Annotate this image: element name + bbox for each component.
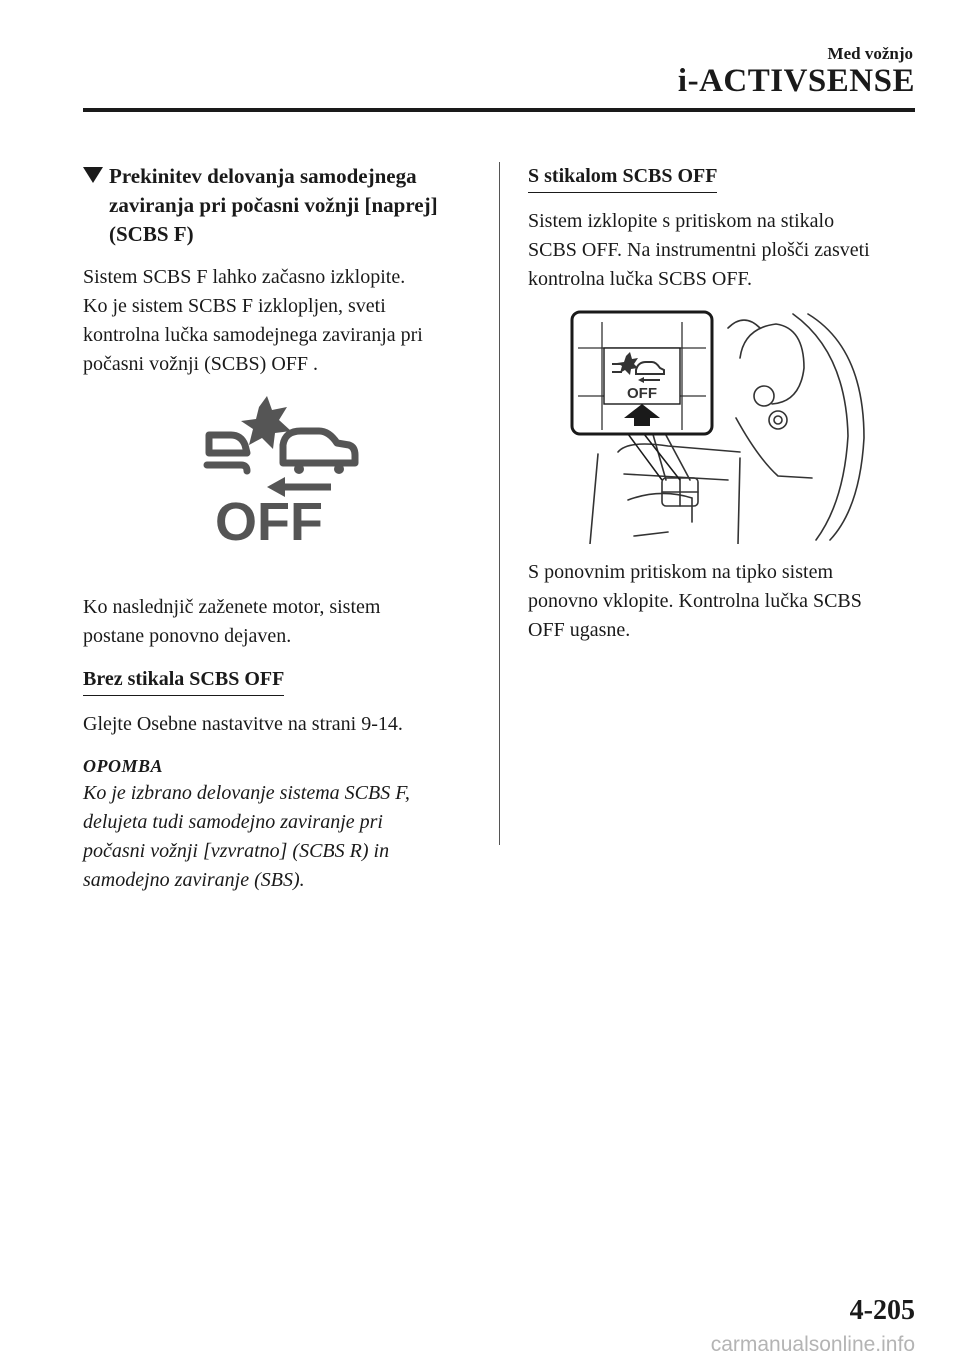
running-header-section: Med vožnjo bbox=[827, 44, 913, 63]
right-car-wheel bbox=[294, 464, 304, 474]
intro-line: Sistem SCBS F lahko začasno izklopite. bbox=[83, 266, 406, 288]
repress-line: OFF ugasne. bbox=[528, 619, 631, 641]
switch-intro-line: Sistem izklopite s pritiskom na stikalo bbox=[528, 210, 835, 232]
switch-intro-paragraph bbox=[528, 207, 923, 294]
header-rule bbox=[83, 108, 915, 112]
right-car-outline bbox=[283, 431, 355, 463]
see-reference: Glejte Osebne nastavitve na strani 9-14. bbox=[83, 713, 403, 735]
running-header-chapter: i-ACTIVSENSE bbox=[677, 63, 915, 99]
sub-heading-no-switch: Brez stikala SCBS OFF bbox=[83, 665, 284, 696]
repress-line: ponovno vklopite. Kontrolna lučka SCBS bbox=[528, 590, 862, 612]
right-car-wheel bbox=[334, 464, 344, 474]
left-car-bumper bbox=[207, 465, 247, 471]
restart-line: Ko naslednjič zaženete motor, sistem bbox=[83, 596, 381, 618]
left-column bbox=[83, 162, 483, 895]
intro-paragraph bbox=[83, 263, 483, 379]
intro-line: kontrolna lučka samodejnega zaviranja pri bbox=[83, 324, 423, 346]
switch-off-label: OFF bbox=[627, 385, 657, 402]
sub-heading-block bbox=[528, 162, 923, 193]
switch-intro-line: kontrolna lučka SCBS OFF. bbox=[528, 268, 752, 290]
repress-line: S ponovnim pritiskom na tipko sistem bbox=[528, 561, 834, 583]
dashboard-switch-figure bbox=[528, 308, 923, 544]
intro-line: Ko je sistem SCBS F izklopljen, sveti bbox=[83, 295, 386, 317]
sub-heading-block bbox=[83, 665, 483, 696]
switch-intro-line: SCBS OFF. Na instrumentni plošči zasveti bbox=[528, 239, 870, 261]
scbs-off-warning-light-icon bbox=[201, 393, 361, 548]
note-line: počasni vožnji [vzvratno] (SCBS R) in bbox=[83, 840, 390, 862]
note-line: delujeta tudi samodejno zaviranje pri bbox=[83, 811, 383, 833]
off-label: OFF bbox=[215, 492, 323, 548]
watermark: carmanualsonline.info bbox=[710, 1333, 915, 1356]
right-column bbox=[528, 162, 923, 659]
repress-paragraph bbox=[528, 558, 923, 645]
scbs-off-indicator-figure bbox=[83, 393, 483, 583]
column-divider bbox=[499, 162, 500, 845]
note-label: OPOMBA bbox=[83, 756, 164, 776]
sub-heading-with-switch: S stikalom SCBS OFF bbox=[528, 162, 717, 193]
callout-connector bbox=[628, 434, 662, 480]
steering-wheel-rim bbox=[808, 314, 864, 540]
note-text bbox=[83, 779, 483, 895]
triangle-down-icon bbox=[83, 167, 103, 183]
section-heading bbox=[83, 162, 483, 249]
restart-line: postane ponovno dejaven. bbox=[83, 625, 292, 647]
left-car-outline bbox=[209, 435, 247, 453]
intro-line: počasni vožnji (SCBS) OFF . bbox=[83, 353, 319, 375]
restart-paragraph bbox=[83, 593, 483, 651]
note-line: samodejno zaviranje (SBS). bbox=[83, 869, 305, 891]
section-heading-text: Prekinitev delovanja samodejnega zaviranja pri počasni vožnji [naprej] (SCBS F) bbox=[109, 164, 438, 246]
page-number: 4-205 bbox=[849, 1295, 915, 1326]
note-line: Ko je izbrano delovanje sistema SCBS F, bbox=[83, 782, 410, 804]
scbs-off-switch-illustration bbox=[568, 308, 868, 544]
